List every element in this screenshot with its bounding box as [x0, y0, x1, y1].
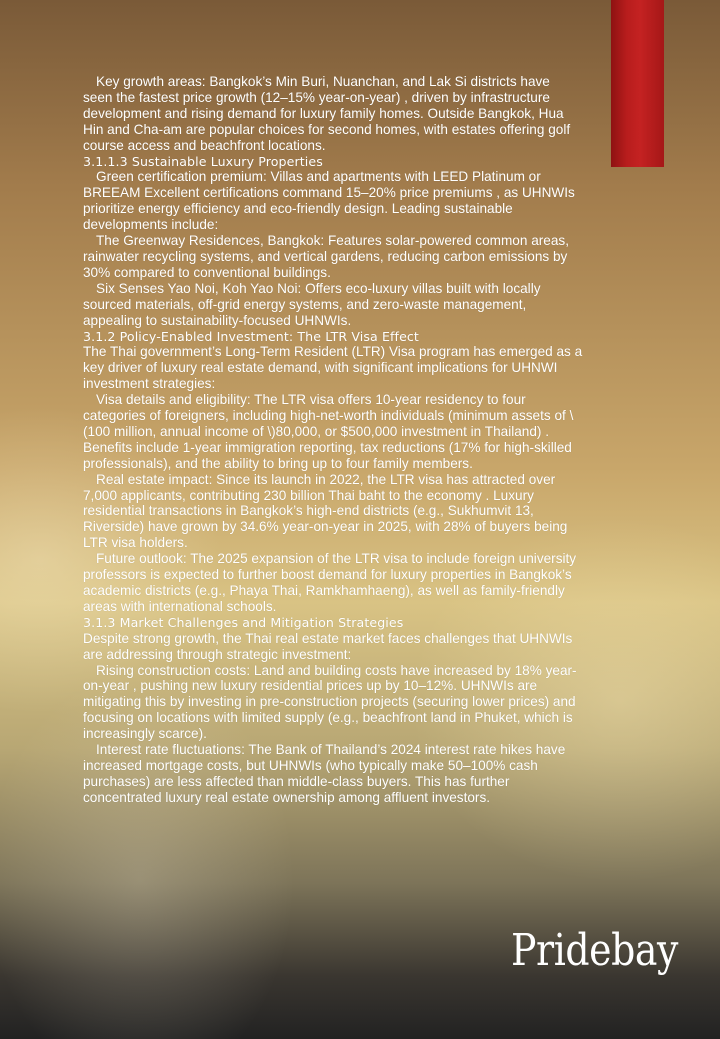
paragraph-interest-rates: Interest rate fluctuations: The Bank of Thailand’s 2024 interest rate hikes have increased mortgage costs, but UHNWIs (who typically make 50–100% cash purchases) are less affected than middle-class buyers. This has further concentrated luxury real estate ownership among affluent investors.: [83, 742, 566, 805]
paragraph-greenway-residences: The Greenway Residences, Bangkok: Features solar-powered common areas, rainwater recycling systems, and vertical gardens, reducing carbon emissions by 30% compared to conventional buildings.: [83, 233, 569, 280]
paragraph-ltr-intro: The Thai government’s Long-Term Resident (LTR) Visa program has emerged as a key driver of luxury real estate demand, with significant implications for UHNWI investment strategies:: [83, 344, 583, 392]
red-bookmark-ribbon: [611, 0, 664, 167]
paragraph-challenges-intro: Despite strong growth, the Thai real estate market faces challenges that UHNWIs are addressing through strategic investment:: [83, 630, 573, 662]
paragraph-real-estate-impact: Real estate impact: Since its launch in 2022, the LTR visa has attracted over 7,000 applicants, contributing 230 billion Thai baht to the economy . Luxury residential transactions in Bangkok’s high-end districts (e.g., Sukhumvit 13, Riverside) have grown by 34.6% year-on-year in 2025, with 28% of buyers being LTR visa holders.: [83, 471, 568, 551]
section-heading-3-1-1-3: 3.1.1.3 Sustainable Luxury Properties: [83, 153, 323, 169]
paragraph-green-certification: Green certification premium: Villas and apartments with LEED Platinum or BREEAM Excellent certifications command 15–20% price premiums , as UHNWIs prioritize energy efficiency and eco-friendly design. Leading sustainable developments include:: [83, 169, 575, 233]
paragraph-key-growth-areas: Key growth areas: Bangkok’s Min Buri, Nuanchan, and Lak Si districts have seen the fastest price growth (12–15% year-on-year) , driven by infrastructure development and rising demand for luxury family homes. Outside Bangkok, Hua Hin and Cha-am are popular choices for second homes, with estates offering golf course access and beachfront locations.: [83, 74, 571, 153]
paragraph-future-outlook: Future outlook: The 2025 expansion of the LTR visa to include foreign university professors is expected to further boost demand for luxury properties in Bangkok’s academic districts (e.g., Phaya Thai, Ramkhamhaeng), as well as family-friendly areas with international schools.: [83, 551, 577, 614]
paragraph-visa-details: Visa details and eligibility: The LTR visa offers 10-year residency to four categories of foreigners, including high-net-worth individuals (minimum assets of \(100 million, annual income of \)80,000, or $500,000 investment in Thailand) . Benefits include 1-year immigration reporting, tax reductions (17% for high-skilled professionals), and the ability to bring up to four family members.: [83, 392, 574, 471]
body-text: [83, 74, 583, 806]
section-heading-3-1-3: 3.1.3 Market Challenges and Mitigation Strategies: [83, 614, 404, 630]
section-heading-3-1-2: 3.1.2 Policy-Enabled Investment: The LTR Visa Effect: [83, 328, 419, 344]
paragraph-six-senses: Six Senses Yao Noi, Koh Yao Noi: Offers eco-luxury villas built with locally sourced materials, off-grid energy systems, and zero-waste management, appealing to sustainability-focused UHNWIs.: [83, 280, 541, 328]
paragraph-construction-costs: Rising construction costs: Land and building costs have increased by 18% year-on-year , pushing new luxury residential prices up by 10–12%. UHNWIs are mitigating this by investing in pre-construction projects (securing lower prices) and focusing on locations with limited supply (e.g., beachfront land in Phuket, which is increasingly scarce).: [83, 662, 577, 742]
pridebay-logo: Pridebay: [511, 925, 678, 976]
